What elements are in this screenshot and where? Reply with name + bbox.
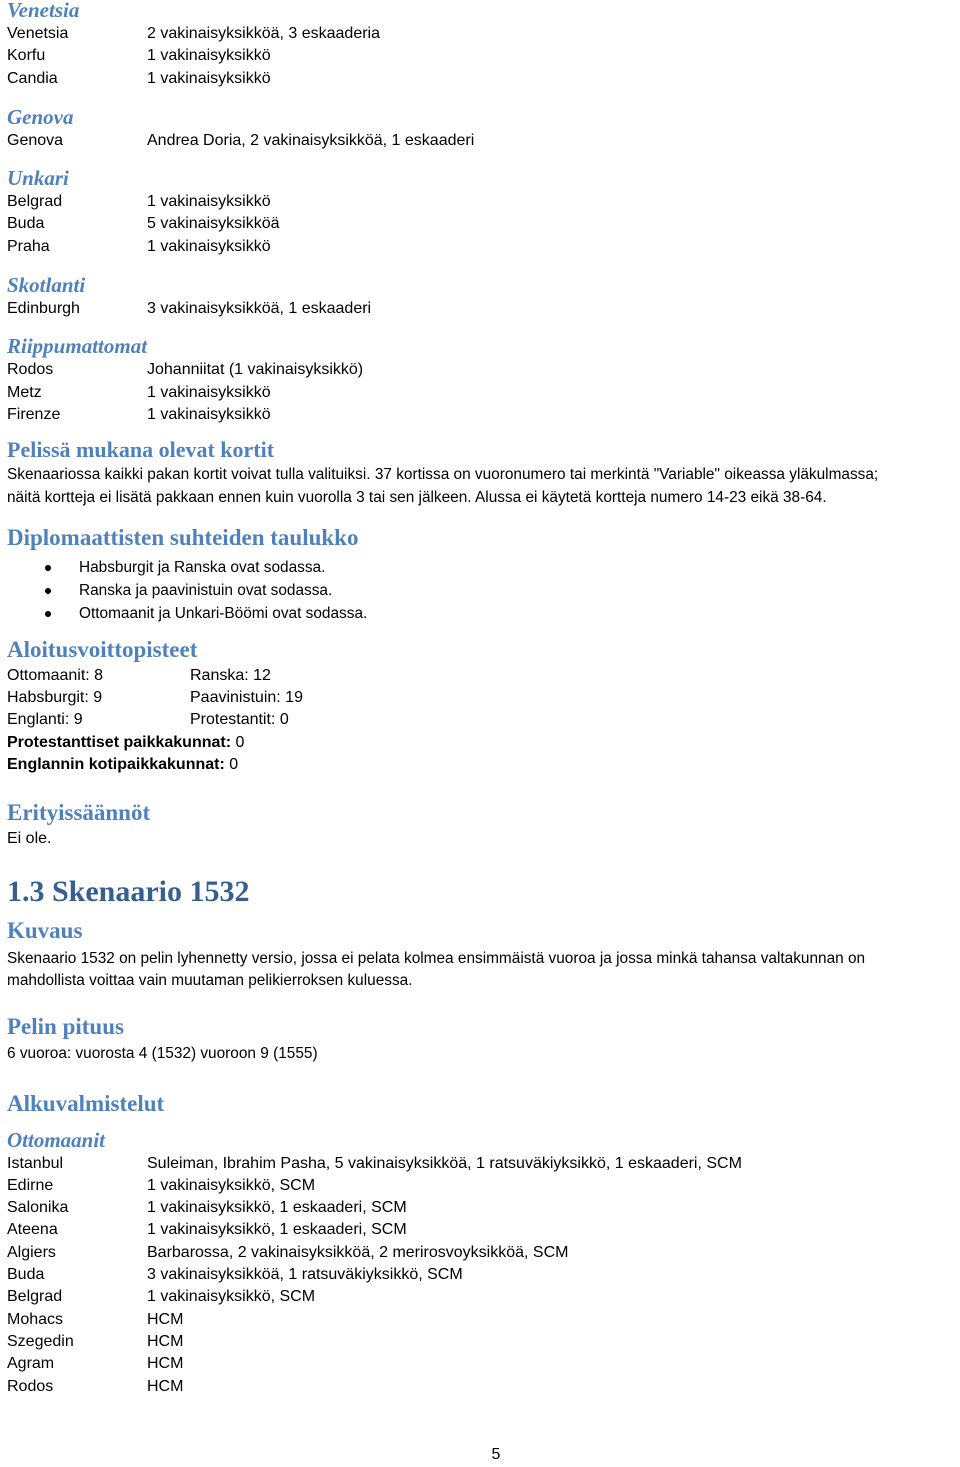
place-name: Belgrad <box>7 1288 63 1306</box>
place-name: Belgrad <box>7 193 63 211</box>
protestant-spaces-row <box>7 732 953 754</box>
protestant-spaces-label: Protestanttiset paikkakunnat: <box>7 733 232 751</box>
table-row <box>7 1331 953 1353</box>
place-name: Buda <box>7 1266 45 1284</box>
table-row <box>7 45 953 67</box>
units-text: 2 vakinaisyksikköä, 3 eskaaderia <box>147 25 381 42</box>
place-name: Rodos <box>7 361 54 379</box>
vp-left: Englanti: 9 <box>7 711 83 729</box>
units-text: 3 vakinaisyksikköä, 1 eskaaderi <box>147 300 372 318</box>
list-item <box>7 556 953 579</box>
table-row <box>7 404 953 426</box>
vp-left: Ottomaanit: 8 <box>7 666 104 684</box>
english-home-spaces-value: 0 <box>224 756 239 774</box>
english-home-spaces-row <box>7 754 953 776</box>
section-heading-genova: Genova <box>7 104 74 129</box>
vp-row <box>7 665 953 687</box>
paragraph-line: Skenaariossa kaikki pakan kortit voivat tulla valituiksi. 37 kortissa on vuoronumero tai merkintä "Variable" oikeassa yläkulmassa; <box>7 466 879 484</box>
units-text: 1 vakinaisyksikkö <box>147 405 271 423</box>
vp-right: Paavinistuin: 19 <box>190 689 303 707</box>
section-heading-voittopisteet: Aloitusvoittopisteet <box>7 636 198 662</box>
units-text: Andrea Doria, 2 vakinaisyksikköä, 1 eskaaderi <box>147 131 475 149</box>
relations-list <box>7 556 953 625</box>
section-heading-venetsia: Venetsia <box>7 0 80 22</box>
paragraph-line: mahdollista voittaa vain muutaman pelikierroksen kuluessa. <box>7 971 413 989</box>
section-heading-riippumattomat: Riippumattomat <box>7 334 148 359</box>
table-row <box>7 236 953 258</box>
section-heading-unkari: Unkari <box>7 166 69 191</box>
units-text: HCM <box>147 1332 184 1350</box>
table-row <box>7 1353 953 1375</box>
section-heading-diplomaattiset: Diplomaattisten suhteiden taulukko <box>7 524 359 550</box>
table-row <box>7 23 953 45</box>
units-text: Johanniitat (1 vakinaisyksikkö) <box>147 361 364 379</box>
place-name: Salonika <box>7 1199 69 1217</box>
units-text: 1 vakinaisyksikkö <box>147 383 271 401</box>
vp-row <box>7 709 953 731</box>
place-name: Agram <box>7 1355 55 1373</box>
section-heading-erityissaannot: Erityissäännöt <box>7 800 151 826</box>
table-row <box>7 1175 953 1197</box>
place-name: Edirne <box>7 1176 54 1194</box>
place-name: Korfu <box>7 47 46 65</box>
english-home-spaces-label: Englannin kotipaikkakunnat: <box>7 756 225 774</box>
section-heading-kuvaus: Kuvaus <box>7 917 83 943</box>
vp-right: Ranska: 12 <box>190 666 271 684</box>
paragraph-line: näitä kortteja ei lisätä pakkaan ennen kuin vuorolla 3 tai sen jälkeen. Alussa ei käytetä kortteja numero 14-23 eikä 38-64. <box>7 488 827 506</box>
units-text: 1 vakinaisyksikkö <box>147 69 271 87</box>
section-heading-pelin-pituus: Pelin pituus <box>7 1014 124 1040</box>
special-rules-text: Ei ole. <box>7 830 52 848</box>
units-text: 1 vakinaisyksikkö <box>147 237 271 255</box>
units-text: 3 vakinaisyksikköä, 1 ratsuväkiyksikkö, SCM <box>147 1266 463 1284</box>
units-text: 1 vakinaisyksikkö, SCM <box>147 1176 316 1194</box>
place-name: Firenze <box>7 405 61 423</box>
units-text: Barbarossa, 2 vakinaisyksikköä, 2 merirosvoyksikköä, SCM <box>147 1243 569 1261</box>
section-heading-alkuvalmistelut: Alkuvalmistelut <box>7 1090 165 1116</box>
table-row <box>7 1242 953 1264</box>
table-row <box>7 298 953 320</box>
section-heading-kortit: Pelissä mukana olevat kortit <box>7 437 275 463</box>
section-heading-ottomaanit: Ottomaanit <box>7 1127 106 1152</box>
vp-right: Protestantit: 0 <box>190 711 289 729</box>
list-item-text: Ottomaanit ja Unkari-Böömi ovat sodassa. <box>79 604 368 622</box>
units-text: HCM <box>147 1310 184 1328</box>
table-row <box>7 1309 953 1331</box>
list-item <box>7 579 953 602</box>
scenario-title: 1.3 Skenaario 1532 <box>7 874 250 908</box>
units-text: 1 vakinaisyksikkö <box>147 193 271 211</box>
table-row <box>7 130 953 152</box>
place-name: Candia <box>7 69 58 87</box>
section-heading-skotlanti: Skotlanti <box>7 273 86 298</box>
table-row <box>7 213 953 235</box>
units-text: 1 vakinaisyksikkö, SCM <box>147 1288 316 1306</box>
protestant-spaces-value: 0 <box>231 733 245 751</box>
game-length-text: 6 vuoroa: vuorosta 4 (1532) vuoroon 9 (1555) <box>7 1045 318 1063</box>
table-row <box>7 359 953 381</box>
vp-row <box>7 687 953 709</box>
place-name: Istanbul <box>7 1154 64 1172</box>
paragraph-line: Skenaario 1532 on pelin lyhennetty versio, jossa ei pelata kolmea ensimmäistä vuoroa ja jossa minkä tahansa valtakunnan on <box>7 949 866 967</box>
page-number: 5 <box>491 1446 501 1463</box>
place-name: Praha <box>7 237 50 255</box>
table-row <box>7 1219 953 1241</box>
table-row <box>7 1286 953 1308</box>
units-text: Suleiman, Ibrahim Pasha, 5 vakinaisyksikköä, 1 ratsuväkiyksikkö, 1 eskaaderi, SCM <box>147 1154 742 1172</box>
venetsia-table <box>7 23 953 90</box>
list-item <box>7 602 953 625</box>
place-name: Algiers <box>7 1243 56 1261</box>
vp-left: Habsburgit: 9 <box>7 689 103 707</box>
place-name: Venetsia <box>7 25 69 42</box>
bullet-icon <box>45 588 51 594</box>
table-row <box>7 1153 953 1175</box>
units-text: HCM <box>147 1377 184 1395</box>
units-text: 5 vakinaisyksikköä <box>147 215 280 233</box>
place-name: Genova <box>7 131 64 149</box>
place-name: Rodos <box>7 1377 54 1395</box>
place-name: Metz <box>7 383 42 401</box>
table-row <box>7 1264 953 1286</box>
units-text: 1 vakinaisyksikkö, 1 eskaaderi, SCM <box>147 1199 407 1217</box>
list-item-text: Ranska ja paavinistuin ovat sodassa. <box>79 581 333 599</box>
place-name: Edinburgh <box>7 300 80 318</box>
table-row <box>7 1197 953 1219</box>
bullet-icon <box>45 611 51 617</box>
document-page <box>7 0 953 1398</box>
list-item-text: Habsburgit ja Ranska ovat sodassa. <box>79 558 326 576</box>
place-name: Mohacs <box>7 1310 64 1328</box>
ottomaanit-table <box>7 1153 953 1398</box>
place-name: Buda <box>7 215 45 233</box>
table-row <box>7 382 953 404</box>
units-text: 1 vakinaisyksikkö, 1 eskaaderi, SCM <box>147 1221 407 1239</box>
units-text: HCM <box>147 1355 184 1373</box>
table-row <box>7 191 953 213</box>
bullet-icon <box>45 565 51 571</box>
place-name: Ateena <box>7 1221 58 1239</box>
place-name: Szegedin <box>7 1332 74 1350</box>
table-row <box>7 68 953 90</box>
units-text: 1 vakinaisyksikkö <box>147 47 271 65</box>
table-row <box>7 1376 953 1398</box>
